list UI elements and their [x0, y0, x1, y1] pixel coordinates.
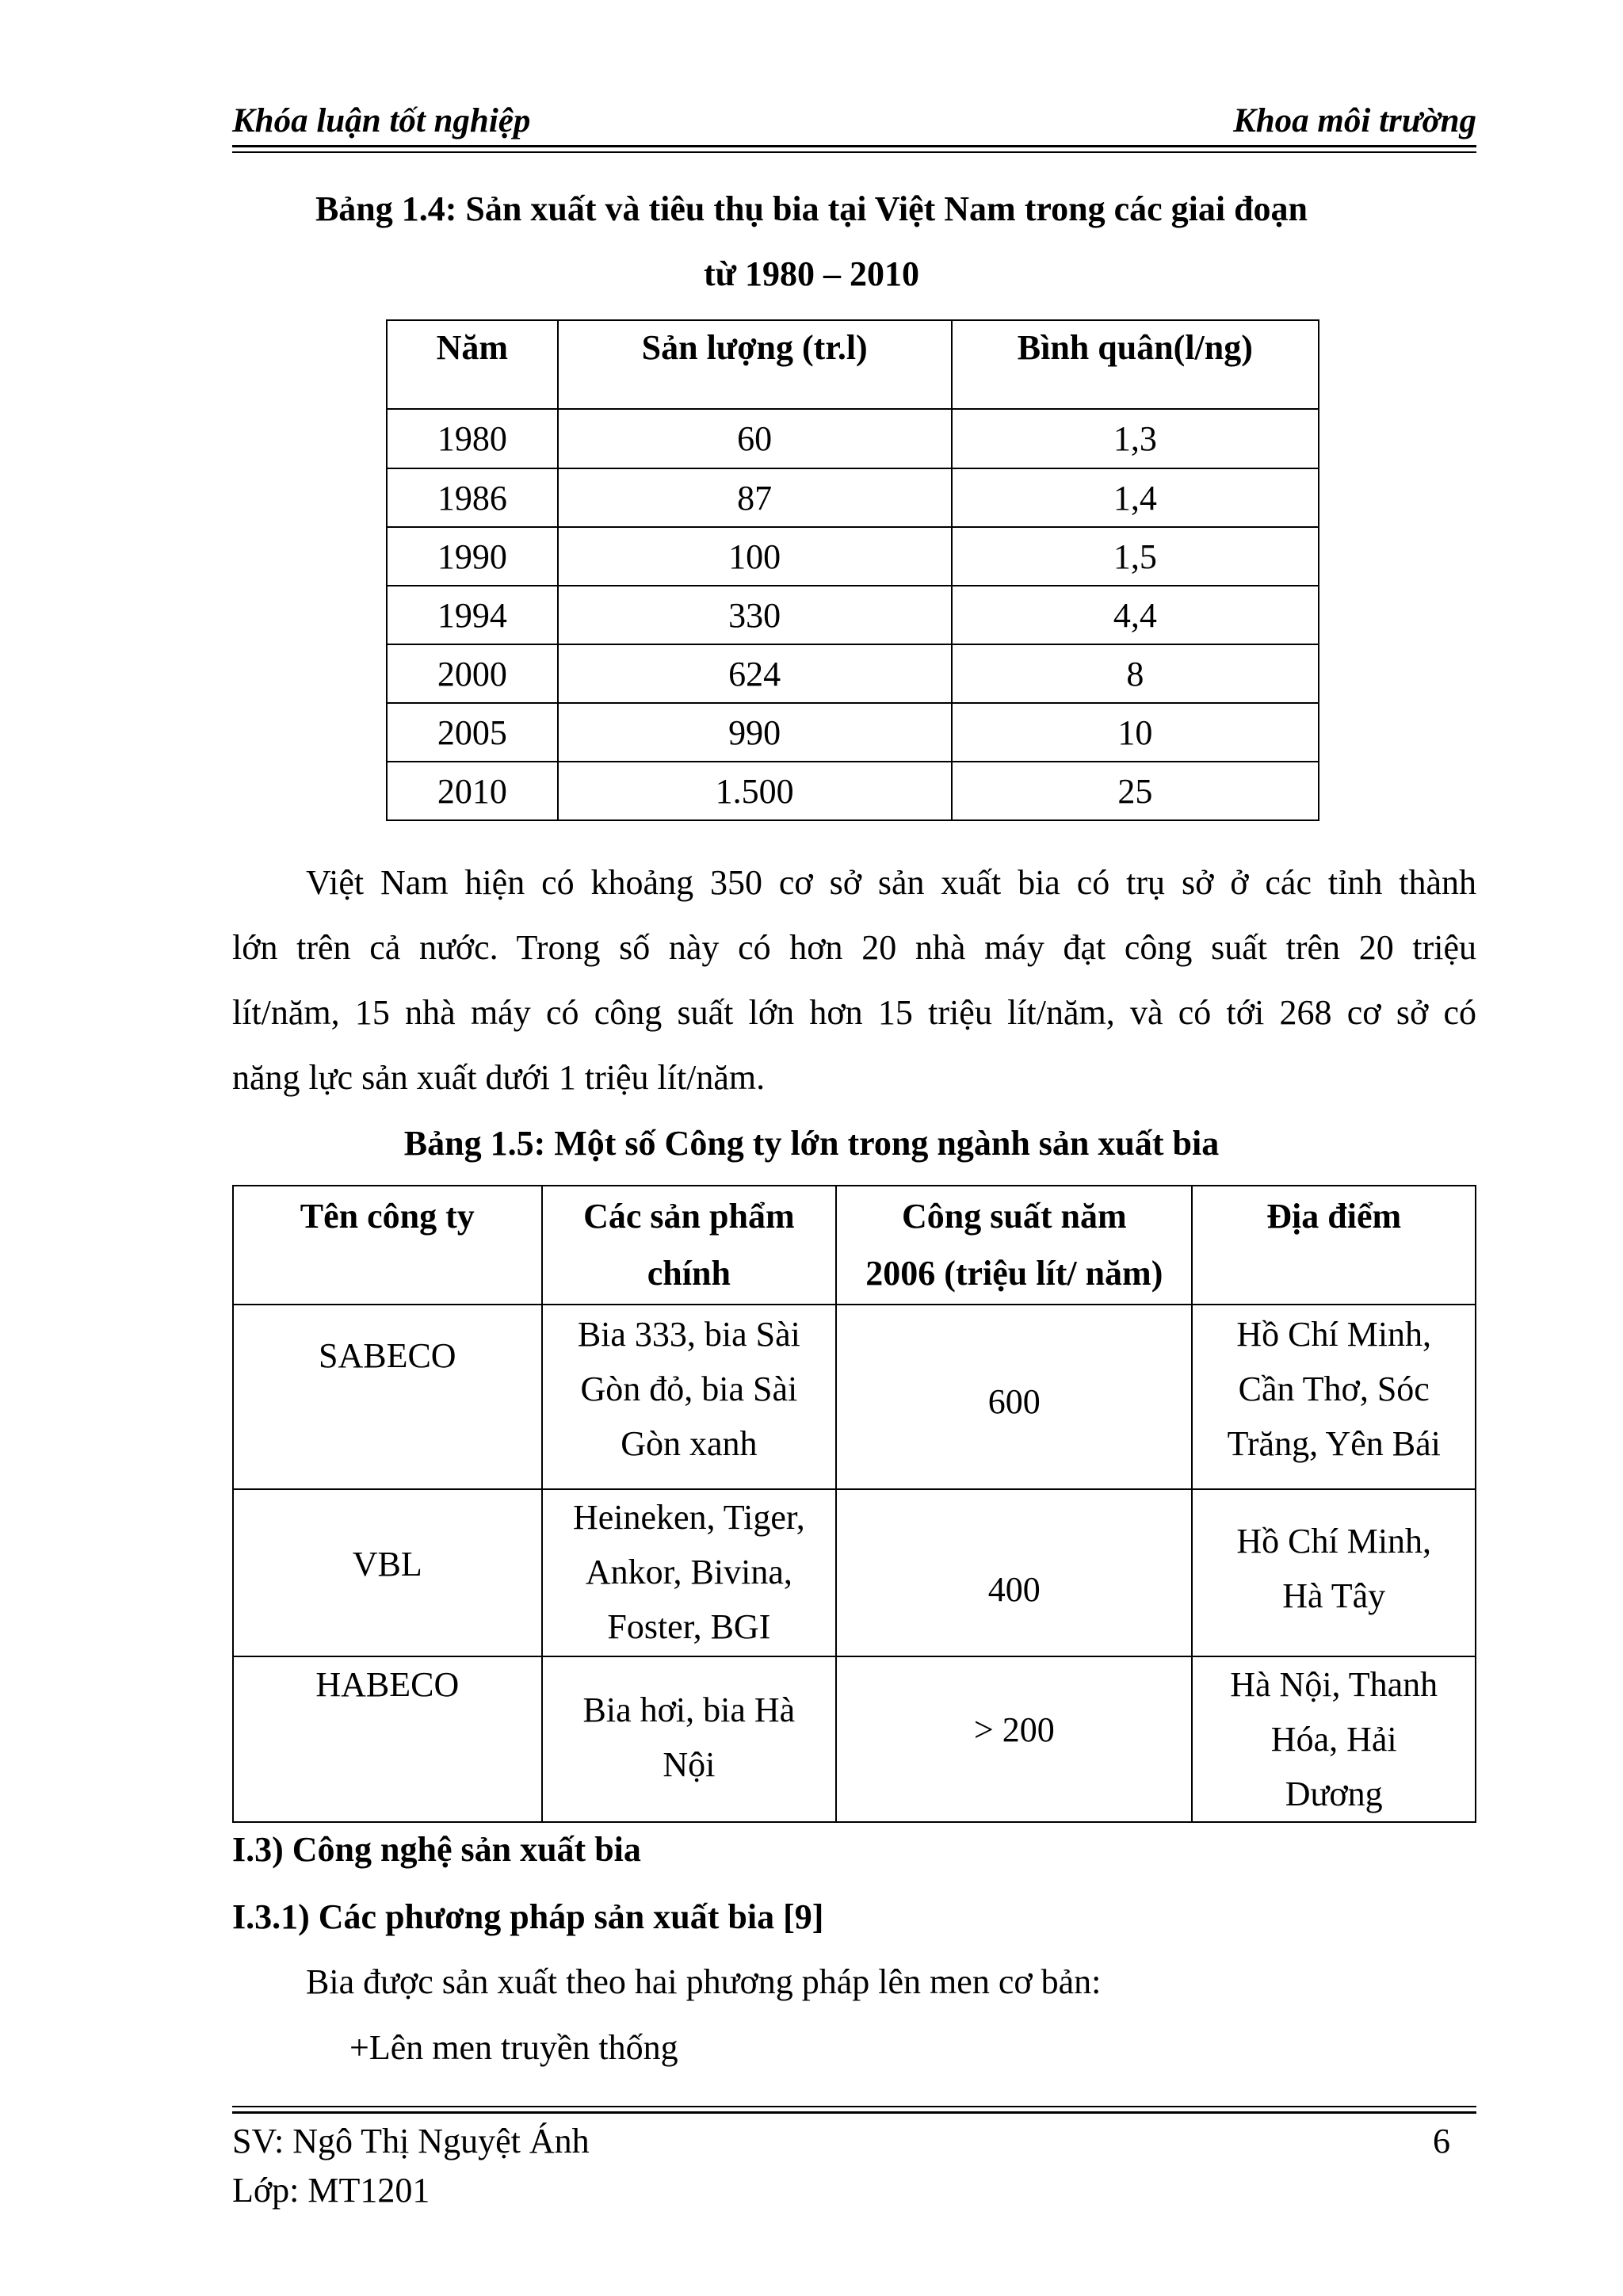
cell-line: Ankor, Bivina, [585, 1553, 792, 1591]
table-row [387, 468, 1319, 527]
capacity-cell: > 200 [836, 1656, 1192, 1822]
table-cell: 10 [952, 703, 1319, 762]
table-cell: 1,5 [952, 527, 1319, 586]
table-cell: 990 [558, 703, 952, 762]
table-cell: 1,3 [952, 409, 1319, 468]
paragraph-line: lớn trên cả nước. Trong số này có hơn 20 nhà máy đạt công suất trên 20 triệu [232, 928, 1476, 967]
table-cell: 1990 [387, 527, 558, 586]
body-line: +Lên men truyền thống [349, 2028, 678, 2067]
table-cell: 1986 [387, 468, 558, 527]
table-cell: 1994 [387, 586, 558, 644]
table-row [387, 586, 1319, 644]
products-cell [542, 1656, 837, 1822]
paragraph-line: năng lực sản xuất dưới 1 triệu lít/năm. [232, 1058, 766, 1097]
cell-line: Hồ Chí Minh, [1236, 1315, 1432, 1354]
table-row [387, 762, 1319, 820]
table-row [387, 527, 1319, 586]
company-cell: VBL [233, 1489, 542, 1656]
column-header [1192, 1186, 1476, 1305]
table-cell: 87 [558, 468, 952, 527]
table-cell: 2005 [387, 703, 558, 762]
header-left: Khóa luận tốt nghiệp [232, 102, 531, 139]
table-row [387, 703, 1319, 762]
column-header: Năm [387, 320, 558, 409]
table-cell: 4,4 [952, 586, 1319, 644]
page-number: 6 [1433, 2122, 1450, 2160]
column-header: Sản lượng (tr.l) [558, 320, 952, 409]
table-row [387, 644, 1319, 703]
location-cell [1192, 1305, 1476, 1489]
table-row [233, 1489, 1476, 1656]
body-paragraph [232, 850, 1476, 1110]
header-rule-bottom [232, 151, 1476, 153]
column-header [233, 1186, 542, 1305]
table-cell: 330 [558, 586, 952, 644]
capacity-cell: 600 [836, 1305, 1192, 1489]
column-header: Bình quân(l/ng) [952, 320, 1319, 409]
cell-line: Hà Tây [1282, 1576, 1386, 1615]
footer-student: SV: Ngô Thị Nguyệt Ánh [232, 2122, 590, 2160]
paragraph-line: Việt Nam hiện có khoảng 350 cơ sở sản xuất bia có trụ sở ở các tỉnh thành [306, 863, 1476, 902]
header-line: Địa điểm [1266, 1197, 1402, 1236]
header-line: chính [647, 1254, 731, 1293]
cell-line: Hóa, Hải [1270, 1720, 1397, 1759]
company-cell: HABECO [233, 1656, 542, 1822]
table-production [386, 319, 1319, 821]
products-cell [542, 1305, 837, 1489]
cell-line: Bia hơi, bia Hà [582, 1690, 796, 1729]
paragraph-line: lít/năm, 15 nhà máy có công suất lớn hơn 15 triệu lít/năm, và có tới 268 cơ sở có [232, 993, 1476, 1032]
section-heading: I.3) Công nghệ sản xuất bia [232, 1830, 641, 1869]
header-line: Tên công ty [300, 1197, 475, 1236]
cell-line: Foster, BGI [607, 1607, 771, 1646]
cell-line: Gòn đỏ, bia Sài [580, 1370, 798, 1408]
products-cell [542, 1489, 837, 1656]
table-row [387, 409, 1319, 468]
location-cell [1192, 1489, 1476, 1656]
cell-line: Cần Thơ, Sóc [1238, 1370, 1430, 1408]
table-cell: 25 [952, 762, 1319, 820]
cell-line: Heineken, Tiger, [572, 1498, 805, 1537]
column-header [836, 1186, 1192, 1305]
table-cell: 60 [558, 409, 952, 468]
table-cell: 2000 [387, 644, 558, 703]
table1-caption-line2: từ 1980 – 2010 [703, 254, 920, 293]
table-row [233, 1305, 1476, 1489]
cell-line: Hà Nội, Thanh [1230, 1665, 1438, 1704]
location-cell [1192, 1656, 1476, 1822]
table-row [233, 1656, 1476, 1822]
footer-rule-top [232, 2106, 1476, 2107]
table-header-row [233, 1186, 1476, 1305]
table-cell: 1,4 [952, 468, 1319, 527]
cell-line: Bia 333, bia Sài [577, 1315, 800, 1354]
table-cell: 624 [558, 644, 952, 703]
column-header [542, 1186, 837, 1305]
subsection-heading: I.3.1) Các phương pháp sản xuất bia [9] [232, 1897, 824, 1936]
header-rule-top [232, 145, 1476, 147]
company-cell: SABECO [233, 1305, 542, 1489]
footer-class: Lớp: MT1201 [232, 2171, 430, 2210]
table-companies [232, 1185, 1476, 1823]
table-cell: 100 [558, 527, 952, 586]
header-line: Các sản phẩm [583, 1197, 795, 1236]
table-cell: 1980 [387, 409, 558, 468]
table1-caption-line1: Bảng 1.4: Sản xuất và tiêu thụ bia tại Việt Nam trong các giai đoạn [315, 189, 1308, 228]
table2-caption: Bảng 1.5: Một số Công ty lớn trong ngành sản xuất bia [403, 1124, 1220, 1163]
header-line: Công suất năm [901, 1197, 1127, 1236]
header-right: Khoa môi trường [1233, 102, 1476, 139]
cell-line: Hồ Chí Minh, [1236, 1522, 1432, 1561]
capacity-cell: 400 [836, 1489, 1192, 1656]
body-line: Bia được sản xuất theo hai phương pháp lên men cơ bản: [306, 1962, 1102, 2001]
cell-line: Dương [1285, 1775, 1383, 1813]
table-cell: 1.500 [558, 762, 952, 820]
cell-line: Nội [663, 1745, 716, 1784]
table-header-row [387, 320, 1319, 409]
cell-line: Trăng, Yên Bái [1227, 1424, 1441, 1463]
table-cell: 2010 [387, 762, 558, 820]
table-cell: 8 [952, 644, 1319, 703]
cell-line: Gòn xanh [621, 1424, 758, 1463]
header-line: 2006 (triệu lít/ năm) [865, 1254, 1163, 1293]
footer-rule-bottom [232, 2111, 1476, 2114]
